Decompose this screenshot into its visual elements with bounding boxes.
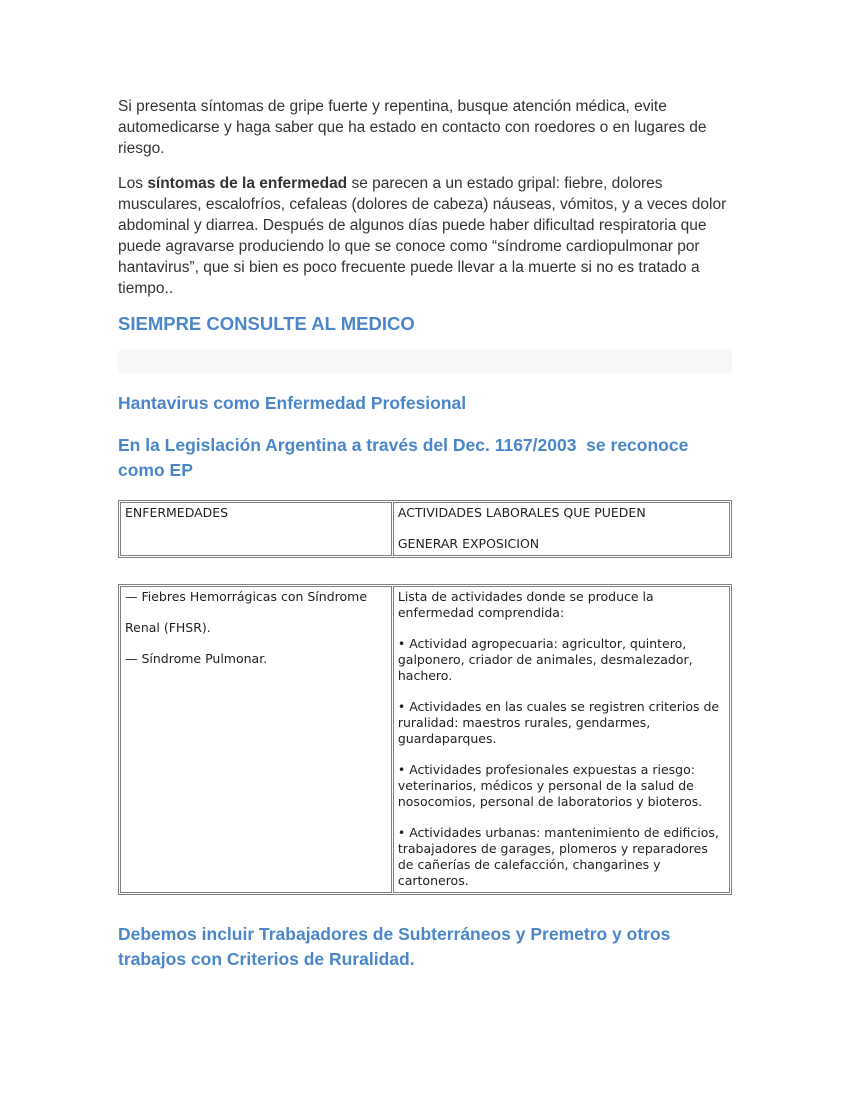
table-header-row [118,500,732,558]
activity-item: • Actividades en las cuales se registren criterios de ruralidad: maestros rurales, gendarmes, guardaparques. [397,699,720,746]
symptoms-prefix: Los [118,175,148,192]
activities-header-line2: GENERAR EXPOSICION [397,536,540,551]
symptoms-bold-phrase: síntomas de la enfermedad [147,175,348,192]
intro-paragraph: Si presenta síntomas de gripe fuerte y repentina, busque atención médica, evite automedicarse y haga saber que ha estado en contacto con roedores o en lugares de riesgo. [118,98,707,157]
table-body [118,584,732,895]
symptoms-paragraph [118,173,732,299]
gray-divider-bar [118,350,732,374]
disease-item: — Síndrome Pulmonar. [125,651,268,666]
cell-activities-header [393,502,730,556]
diseases-header-label: ENFERMEDADES [125,505,229,520]
heading-consult-doctor: SIEMPRE CONSULTE AL MEDICO [118,313,415,334]
heading-occupational-disease: Hantavirus como Enfermedad Profesional [118,393,467,413]
disease-item: — Fiebres Hemorrágicas con Síndrome [125,589,368,604]
heading-underground-workers: Debemos incluir Trabajadores de Subterráneos y Premetro y otros trabajos con Criterios de Ruralidad. [118,924,671,969]
activity-item: • Actividades profesionales expuestas a riesgo: veterinarios, médicos y personal de la salud de nosocomios, personal de laboratorios y bioteros. [397,762,703,809]
table-row [120,502,730,556]
symptoms-rest: se parecen a un estado gripal: fiebre, dolores musculares, escalofríos, cefaleas (dolores de cabeza) náuseas, vómitos, y a veces dolor abdominal y diarrea. Después de algunos días puede haber dificultad respiratoria que puede agravarse produciendo lo que se conoce como “síndrome cardiopulmonar por hantavirus”, que si bien es poco frecuente puede llevar a la muerte si no es tratado a tiempo.. [118,175,727,297]
activities-header-line1: ACTIVIDADES LABORALES QUE PUEDEN [397,505,646,520]
cell-diseases-header [120,502,392,556]
cell-activities-list [393,586,730,893]
activity-item: • Actividades urbanas: mantenimiento de edificios, trabajadores de garages, plomeros y reparadores de cañerías de calefacción, changarines y cartoneros. [397,825,719,888]
activity-item: • Actividad agropecuaria: agricultor, quintero, galponero, criador de animales, desmalezador, hachero. [397,636,693,683]
activities-intro: Lista de actividades donde se produce la enfermedad comprendida: [397,589,654,620]
heading-legislation: En la Legislación Argentina a través del Dec. 1167/2003 se reconoce como EP [118,435,694,480]
disease-item: Renal (FHSR). [125,620,211,635]
cell-diseases-list [120,586,392,893]
table-row [120,586,730,893]
